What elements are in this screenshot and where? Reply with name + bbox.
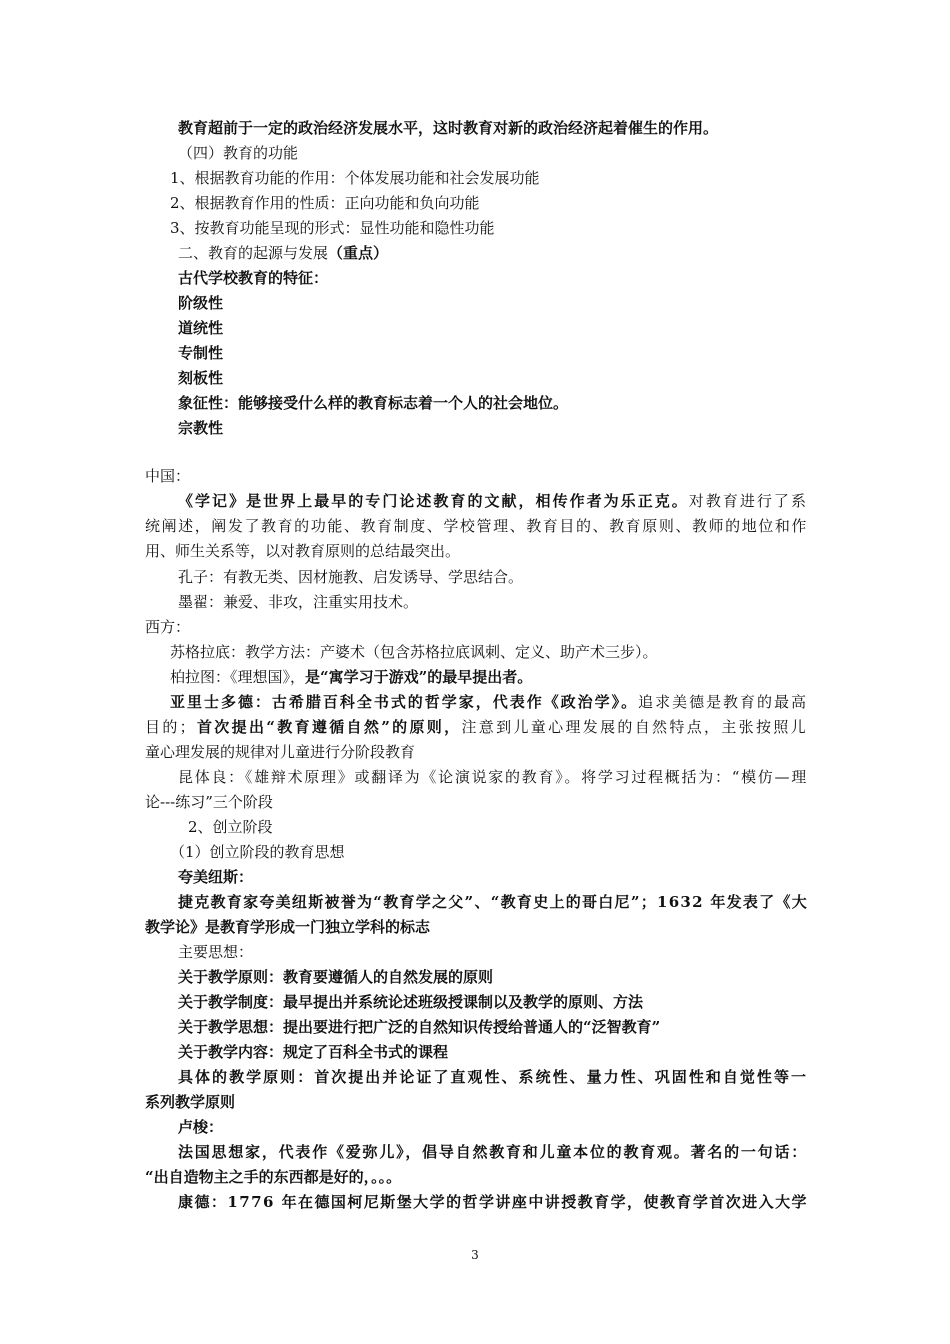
- text-segment: 2、根据教育作用的性质：正向功能和负向功能: [170, 194, 480, 212]
- text-line: [188, 816, 273, 838]
- text-segment: 注意到儿童心理发展的自然特点，主张按照儿: [461, 718, 808, 736]
- text-segment: 捷克教育家夸美纽斯被誉为“教育学之父”、“教育史上的哥白尼”；1632 年发表了《大: [178, 893, 808, 911]
- text-line: [178, 1016, 660, 1038]
- text-line: [170, 641, 658, 663]
- text-line: [145, 916, 430, 938]
- text-line: [178, 966, 493, 988]
- text-line: [170, 167, 540, 189]
- text-segment: 主要思想：: [178, 943, 254, 961]
- text-segment: 具体的教学原则：首次提出并论证了直观性、系统性、量力性、巩固性和自觉性等一: [178, 1068, 809, 1086]
- text-line: [145, 515, 808, 537]
- text-line: [145, 1166, 401, 1188]
- text-segment: 教育超前于一定的政治经济发展水平，这时教育对新的政治经济起着催生的作用。: [178, 119, 719, 137]
- text-line: [145, 741, 415, 763]
- text-line: [178, 342, 223, 364]
- text-segment: 论---练习”三个阶段: [145, 793, 273, 811]
- text-line: [178, 392, 568, 414]
- text-line: [178, 891, 808, 913]
- text-line: [178, 317, 223, 339]
- text-line: [178, 1066, 808, 1088]
- text-segment: 系列教学原则: [145, 1093, 236, 1111]
- text-segment: 童心理发展的规律对儿童进行分阶段教育: [145, 743, 416, 761]
- text-segment: 中国：: [145, 467, 191, 485]
- text-segment: 统阐述，阐发了教育的功能、教育制度、学校管理、教育目的、教育原则、教师的地位和作: [145, 517, 809, 535]
- text-segment: 1、根据教育功能的作用：个体发展功能和社会发展功能: [170, 169, 540, 187]
- text-segment: 《学记》是世界上最早的专门论述教育的文献，相传作者为乐正克。: [178, 492, 689, 510]
- text-line: [178, 566, 523, 588]
- text-segment: 二、教育的起源与发展: [178, 244, 329, 262]
- text-segment: 柏拉图：《理想国》，: [170, 668, 306, 686]
- text-segment: 专制性: [178, 344, 224, 362]
- text-segment: 教学论》是教育学形成一门独立学科的标志: [145, 918, 431, 936]
- text-segment: 用、师生关系等，以对教育原则的总结最突出。: [145, 542, 461, 560]
- text-line: [145, 540, 460, 562]
- text-segment: 刻板性: [178, 369, 224, 387]
- text-segment: 宗教性: [178, 419, 224, 437]
- text-segment: 道统性: [178, 319, 224, 337]
- text-line: [178, 991, 643, 1013]
- text-line: [178, 1041, 448, 1063]
- page-number: 3: [471, 1248, 479, 1262]
- text-segment: 首次提出“教育遵循自然”的原则，: [196, 718, 462, 736]
- text-line: [178, 1116, 223, 1138]
- text-line: [145, 1091, 235, 1113]
- text-segment: 2、创立阶段: [188, 818, 273, 836]
- text-line: [178, 242, 388, 264]
- text-segment: 追求美德是教育的最高: [638, 693, 808, 711]
- text-line: [170, 841, 345, 863]
- text-segment: 对教育进行了系: [688, 492, 808, 510]
- text-segment: 卢梭：: [178, 1118, 224, 1136]
- text-line: [178, 117, 718, 139]
- text-segment: 古代学校教育的特征：: [178, 269, 329, 287]
- text-line: [178, 766, 808, 788]
- text-segment: 昆体良：《雄辩术原理》或翻译为《论演说家的教育》。将学习过程概括为：“模仿—理: [178, 768, 808, 786]
- text-segment: （四）教育的功能: [178, 144, 299, 162]
- text-line: [178, 267, 328, 289]
- text-line: [145, 465, 190, 487]
- text-line: [178, 367, 223, 389]
- text-line: [145, 616, 190, 638]
- text-line: [145, 791, 273, 813]
- text-segment: 关于教学内容：规定了百科全书式的课程: [178, 1043, 449, 1061]
- text-segment: 阶级性: [178, 294, 224, 312]
- text-line: [178, 1191, 808, 1213]
- text-segment: 康德：1776 年在德国柯尼斯堡大学的哲学讲座中讲授教育学，使教育学首次进入大学: [178, 1193, 808, 1211]
- text-line: [145, 716, 808, 738]
- text-line: [178, 490, 808, 512]
- text-line: [178, 142, 298, 164]
- text-segment: 关于教学制度：最早提出并系统论述班级授课制以及教学的原则、方法: [178, 993, 644, 1011]
- text-segment: （1）创立阶段的教育思想: [170, 843, 345, 861]
- text-line: [170, 192, 480, 214]
- text-segment: 西方：: [145, 618, 191, 636]
- text-segment: 目的；: [145, 718, 197, 736]
- text-segment: 孔子：有教无类、因材施教、启发诱导、学思结合。: [178, 568, 524, 586]
- text-segment: 关于教学思想：提出要进行把广泛的自然知识传授给普通人的“泛智教育”: [178, 1018, 661, 1036]
- text-line: [178, 417, 223, 439]
- text-segment: 亚里士多德：古希腊百科全书式的哲学家，代表作《政治学》。: [170, 693, 639, 711]
- text-segment: 苏格拉底：教学方法：产婆术（包含苏格拉底讽刺、定义、助产术三步）。: [170, 643, 658, 661]
- text-segment: 墨翟：兼爱、非攻，注重实用技术。: [178, 593, 419, 611]
- text-segment: 是“寓学习于游戏”的最早提出者。: [305, 668, 533, 686]
- text-segment: 法国思想家，代表作《爱弥儿》，倡导自然教育和儿童本位的教育观。著名的一句话：: [178, 1143, 808, 1161]
- text-line: [178, 292, 223, 314]
- text-segment: 夸美纽斯：: [178, 868, 254, 886]
- text-segment: （重点）: [328, 244, 389, 262]
- text-line: [178, 941, 253, 963]
- text-line: [170, 217, 495, 239]
- text-segment: “出自造物主之手的东西都是好的，。。。: [145, 1168, 402, 1186]
- text-segment: 3、按教育功能呈现的形式：显性功能和隐性功能: [170, 219, 495, 237]
- text-line: [178, 591, 418, 613]
- text-segment: 关于教学原则：教育要遵循人的自然发展的原则: [178, 968, 494, 986]
- text-line: [178, 866, 253, 888]
- text-line: [170, 666, 532, 688]
- text-line: [170, 691, 808, 713]
- text-line: [178, 1141, 808, 1163]
- text-segment: 象征性：能够接受什么样的教育标志着一个人的社会地位。: [178, 394, 569, 412]
